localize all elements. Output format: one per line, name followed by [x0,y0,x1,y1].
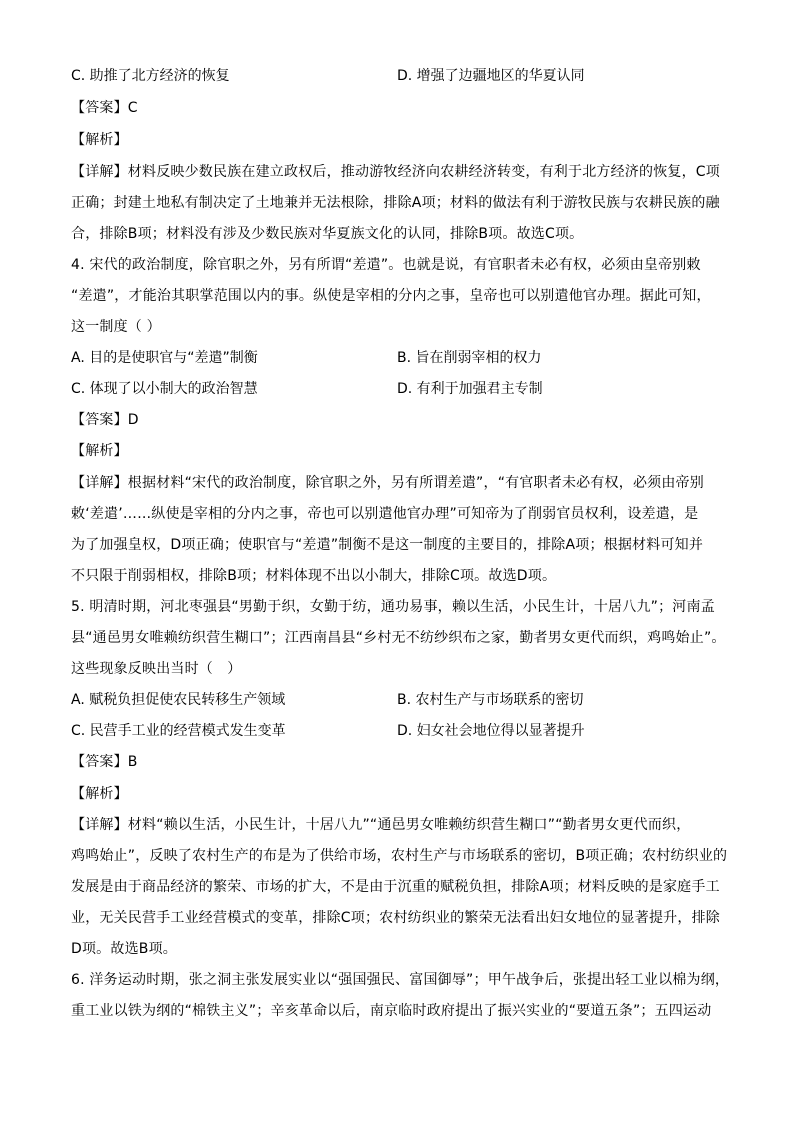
q3-detail-line-3: 合，排除B项；材料没有涉及少数民族对华夏族文化的认同，排除B项。故选C项。 [71,226,584,242]
q3-detail-line-2: 正确；封建土地私有制决定了土地兼并无法根除，排除A项；材料的做法有利于游牧民族与农耕民族的融 [71,195,720,211]
q5-detail-line-2: 鸡鸣始止”，反映了农村生产的布是为了供给市场，农村生产与市场联系的密切，B项正确；农村纺织业的 [71,848,728,864]
q4-answer: 【答案】D [71,412,139,428]
q4-analysis-label: 【解析】 [71,443,128,459]
q5-option-a: A. 赋税负担促使农民转移生产领域 [71,692,286,708]
q4-detail-line-3: 为了加强皇权，D项正确；使职官与“差遣”制衡不是这一制度的主要目的，排除A项；根据材料可知并 [71,537,704,553]
q5-detail-line-1: 【详解】材料“赖以生活，小民生计，十居八九”“通邑男女唯赖纺织营生糊口”“勤者男女更代而织， [71,817,691,833]
q4-option-c: C. 体现了以小制大的政治智慧 [71,381,258,397]
q5-answer: 【答案】B [71,754,138,770]
q4-detail-line-4: 不只限于削弱相权，排除B项；材料体现不出以小制大，排除C项。故选D项。 [71,568,557,584]
q3-option-c: C. 助推了北方经济的恢复 [71,68,230,84]
q4-option-d: D. 有利于加强君主专制 [397,381,543,397]
q4-stem-line-2: “差遣”，才能治其职掌范围以内的事。纵使是宰相的分内之事，皇帝也可以别遣他官办理。据此可知， [71,288,711,304]
q4-option-a: A. 目的是使职官与“差遣”制衡 [71,350,258,366]
q5-stem-line-1: 5. 明清时期，河北枣强县“男勤于织，女勤于纺，通功易事，赖以生活，小民生计，十居八九”；河南孟 [71,599,715,615]
q4-stem-line-3: 这一制度（ ） [71,319,161,335]
q4-stem-line-1: 4. 宋代的政治制度，除官职之外，另有所谓“差遣”。也就是说，有官职者未必有权，必须由皇帝别敕 [71,257,701,273]
q3-detail-line-1: 【详解】材料反映少数民族在建立政权后，推动游牧经济向农耕经济转变，有利于北方经济的恢复，C项 [71,164,720,180]
q5-detail-line-3: 发展是由于商品经济的繁荣、市场的扩大，不是由于沉重的赋税负担，排除A项；材料反映的是家庭手工 [71,879,720,895]
q5-detail-line-4: 业，无关民营手工业经营模式的变革，排除C项；农村纺织业的繁荣无法看出妇女地位的显著提升，排除 [71,910,720,926]
q3-answer: 【答案】C [71,100,138,116]
q5-option-c: C. 民营手工业的经营模式发生变革 [71,723,286,739]
q5-detail-line-5: D项。故选B项。 [71,941,177,957]
q4-option-b: B. 旨在削弱宰相的权力 [397,350,542,366]
q5-option-b: B. 农村生产与市场联系的密切 [397,692,584,708]
q5-stem-line-2: 县“通邑男女唯赖纺织营生糊口”；江西南昌县“乡村无不纺纱织布之家，勤者男女更代而织，鸡鸣始止”。 [71,630,726,646]
q3-option-d: D. 增强了边疆地区的华夏认同 [397,68,585,84]
q6-stem-line-2: 重工业以铁为纲的“棉铁主义”；辛亥革命以后，南京临时政府提出了振兴实业的“要道五条”；五四运动 [71,1003,712,1019]
q6-stem-line-1: 6. 洋务运动时期，张之洞主张发展实业以“强国强民、富国御辱”；甲午战争后，张提出轻工业以棉为纲， [71,972,730,988]
q3-analysis-label: 【解析】 [71,132,128,148]
q5-option-d: D. 妇女社会地位得以显著提升 [397,723,585,739]
q4-detail-line-1: 【详解】根据材料“宋代的政治制度，除官职之外，另有所谓差遣”，“有官职者未必有权，必须由帝别 [71,475,704,491]
q5-analysis-label: 【解析】 [71,786,128,802]
q5-stem-line-3: 这些现象反映出当时（ ） [71,661,242,677]
q4-detail-line-2: 敕‘差遣’……纵使是宰相的分内之事，帝也可以别遣他官办理”可知帝为了削弱官员权利，设差遣，是 [71,506,699,522]
